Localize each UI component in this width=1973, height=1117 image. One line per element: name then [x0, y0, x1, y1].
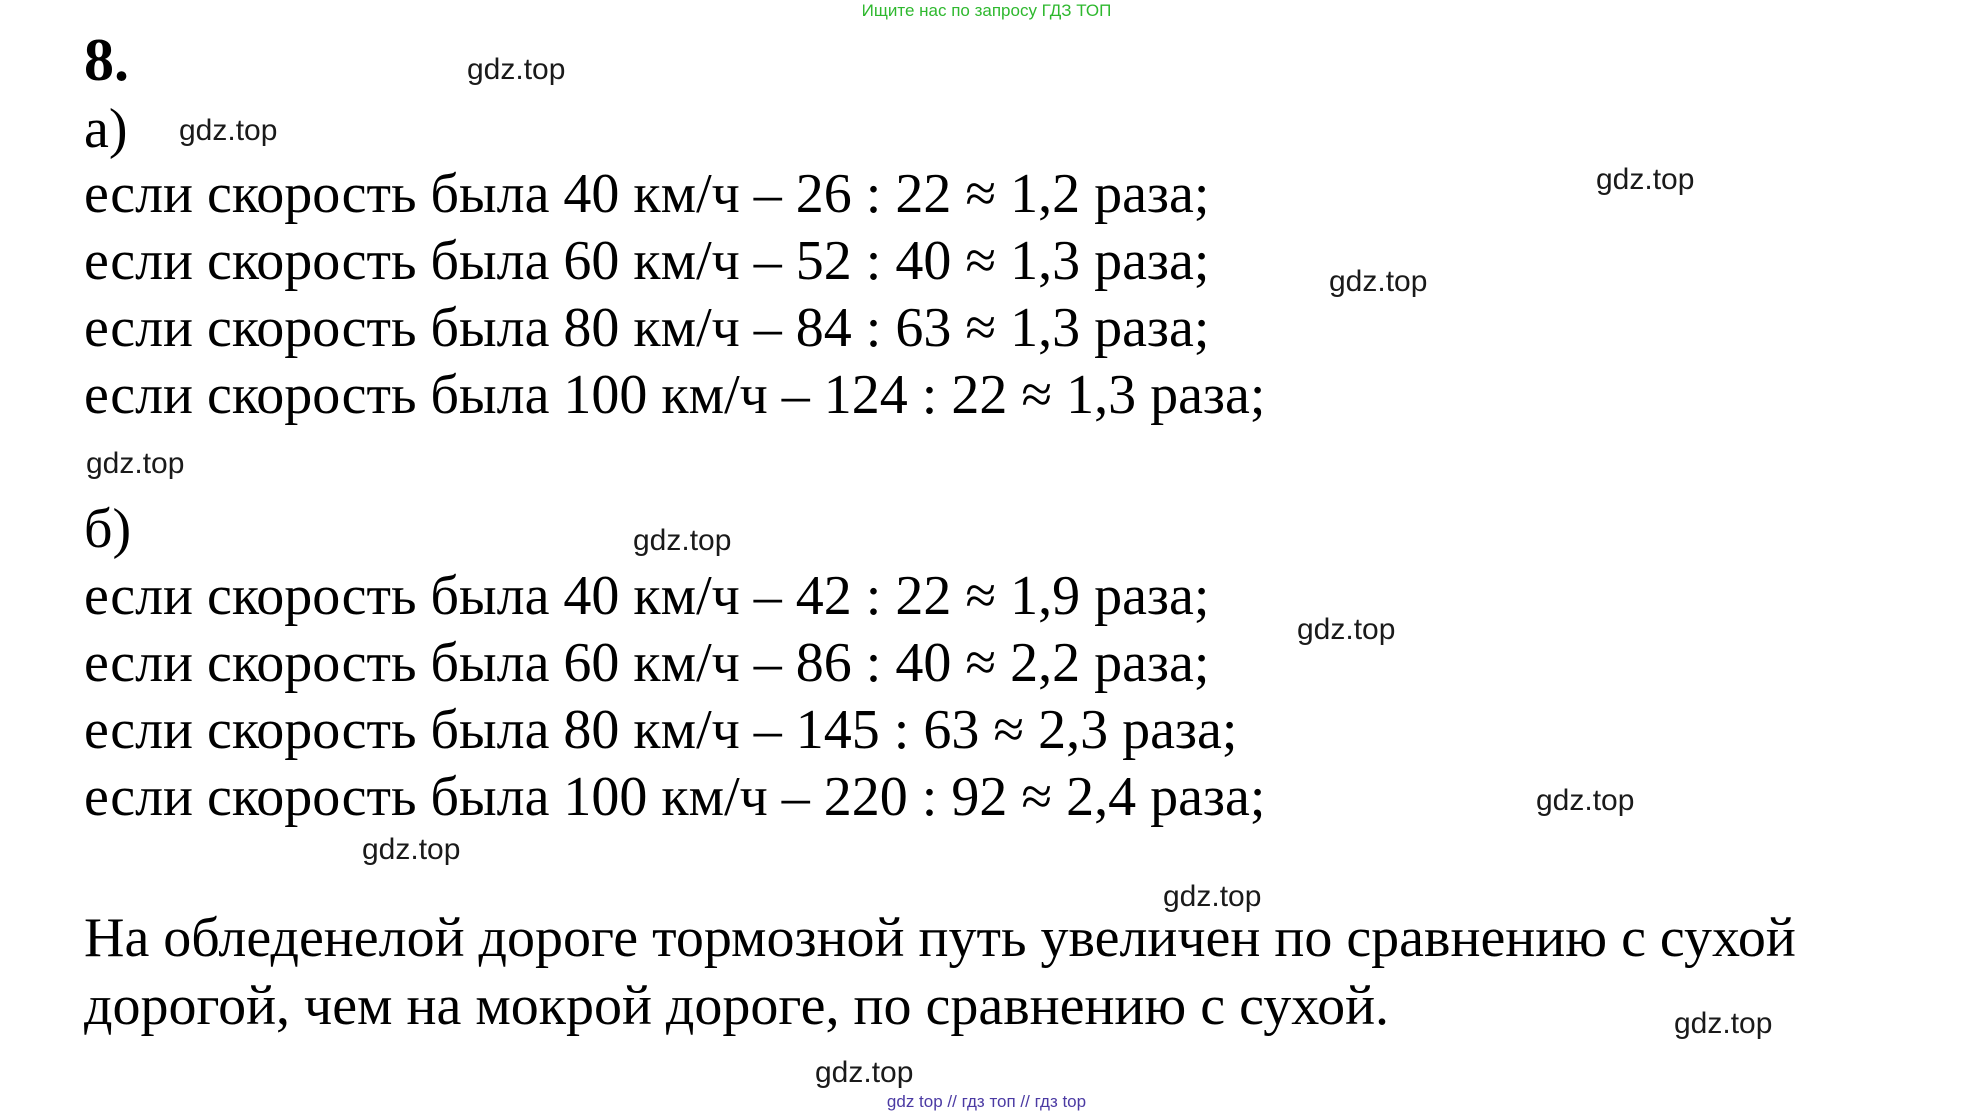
watermark: gdz.top: [179, 114, 278, 147]
watermark: gdz.top: [86, 447, 185, 480]
part-b-line-2: если скорость была 60 км/ч – 86 : 40 ≈ 2,2 раза;: [84, 632, 1210, 694]
watermark: gdz.top: [633, 524, 732, 557]
part-a-line-1: если скорость была 40 км/ч – 26 : 22 ≈ 1,2 раза;: [84, 163, 1210, 225]
conclusion-line-2: дорогой, чем на мокрой дороге, по сравнению с сухой.: [84, 975, 1390, 1037]
footer-links: gdz top // гдз топ // гдз top: [886, 1092, 1087, 1111]
watermark: gdz.top: [1674, 1007, 1773, 1040]
watermark: gdz.top: [1329, 265, 1428, 298]
part-b-line-3: если скорость была 80 км/ч – 145 : 63 ≈ 2,3 раза;: [84, 699, 1238, 761]
part-b-label: б): [84, 498, 132, 560]
conclusion-line-1: На обледенелой дороге тормозной путь увеличен по сравнению с сухой: [84, 907, 1796, 969]
watermark: gdz.top: [1163, 880, 1262, 913]
watermark: gdz.top: [1596, 163, 1695, 196]
part-a-line-2: если скорость была 60 км/ч – 52 : 40 ≈ 1,3 раза;: [84, 230, 1210, 292]
part-a-line-4: если скорость была 100 км/ч – 124 : 22 ≈ 1,3 раза;: [84, 364, 1266, 426]
watermark: gdz.top: [1297, 613, 1396, 646]
watermark: gdz.top: [467, 53, 566, 86]
watermark: gdz.top: [815, 1056, 914, 1089]
task-number: 8.: [84, 27, 129, 93]
watermark: gdz.top: [1536, 784, 1635, 817]
conclusion: [84, 904, 1924, 1040]
part-b-line-1: если скорость была 40 км/ч – 42 : 22 ≈ 1,9 раза;: [84, 565, 1210, 627]
top-banner: Ищите нас по запросу ГДЗ ТОП: [861, 1, 1112, 20]
part-a-line-3: если скорость была 80 км/ч – 84 : 63 ≈ 1,3 раза;: [84, 297, 1210, 359]
part-b-line-4: если скорость была 100 км/ч – 220 : 92 ≈ 2,4 раза;: [84, 766, 1266, 828]
watermark: gdz.top: [362, 833, 461, 866]
part-a-label: а): [84, 98, 128, 160]
